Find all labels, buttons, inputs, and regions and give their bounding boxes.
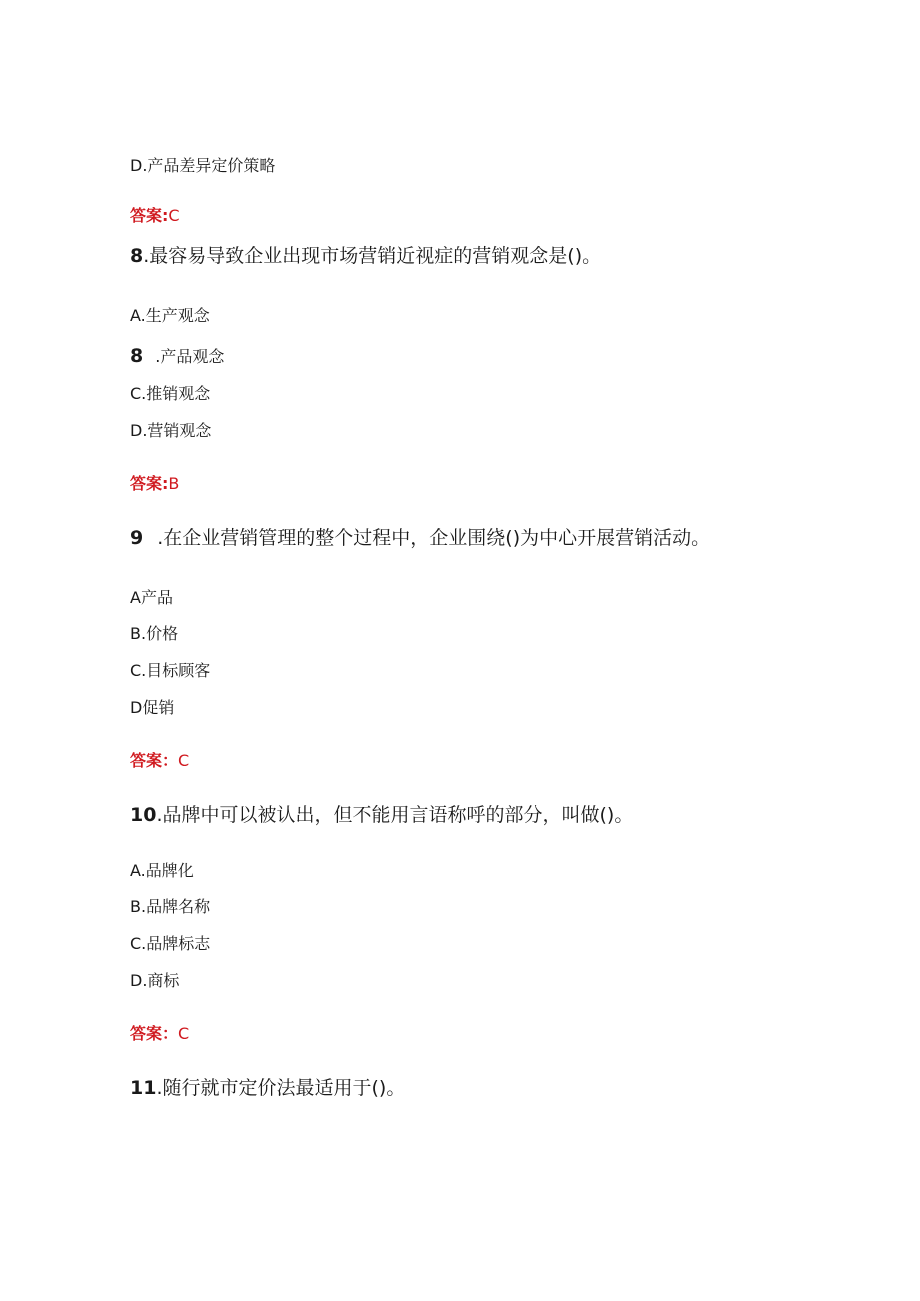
option-c: C.品牌标志 (130, 934, 211, 953)
answer-line (130, 474, 179, 494)
question-10 (130, 803, 633, 827)
question-number: 11 (130, 1077, 157, 1099)
option-d: D.营销观念 (130, 421, 212, 440)
question-number: 8 (130, 245, 144, 267)
answer-label: 答案： (130, 1024, 179, 1043)
question-text: .品牌中可以被认出，但不能用言语称呼的部分，叫做()。 (156, 804, 634, 826)
option-d: D.商标 (130, 971, 180, 990)
answer-value: C (168, 206, 180, 225)
option-b-number: 8 (130, 345, 144, 367)
question-11 (130, 1076, 405, 1100)
question-text: .在企业营销管理的整个过程中，企业围绕()为中心开展营销活动。 (157, 527, 711, 549)
option-a: A.生产观念 (130, 306, 210, 325)
answer-label: 答案: (130, 206, 169, 225)
option-b (130, 346, 224, 367)
question-text: .随行就市定价法最适用于()。 (156, 1077, 406, 1099)
question-number: 9 (130, 527, 144, 549)
option-b-text: .产品观念 (155, 347, 225, 366)
question-text: .最容易导致企业出现市场营销近视症的营销观念是()。 (143, 245, 602, 267)
option-d: D促销 (130, 698, 175, 717)
answer-label: 答案： (130, 751, 179, 770)
answer-line (130, 206, 180, 226)
option-a: A.品牌化 (130, 861, 194, 880)
answer-value: C (178, 1024, 190, 1043)
answer-line (130, 751, 189, 771)
question-number: 10 (130, 804, 157, 826)
answer-label: 答案: (130, 474, 169, 493)
answer-value: C (178, 751, 190, 770)
question-9 (130, 526, 710, 550)
option-b: B.价格 (130, 624, 179, 643)
answer-value: B (168, 474, 180, 493)
answer-line (130, 1024, 189, 1044)
option-c: C.推销观念 (130, 384, 211, 403)
option-a: A产品 (130, 588, 173, 607)
question-8 (130, 244, 601, 268)
option-d: D.产品差异定价策略 (130, 156, 276, 175)
option-c: C.目标顾客 (130, 661, 211, 680)
option-b: B.品牌名称 (130, 897, 211, 916)
